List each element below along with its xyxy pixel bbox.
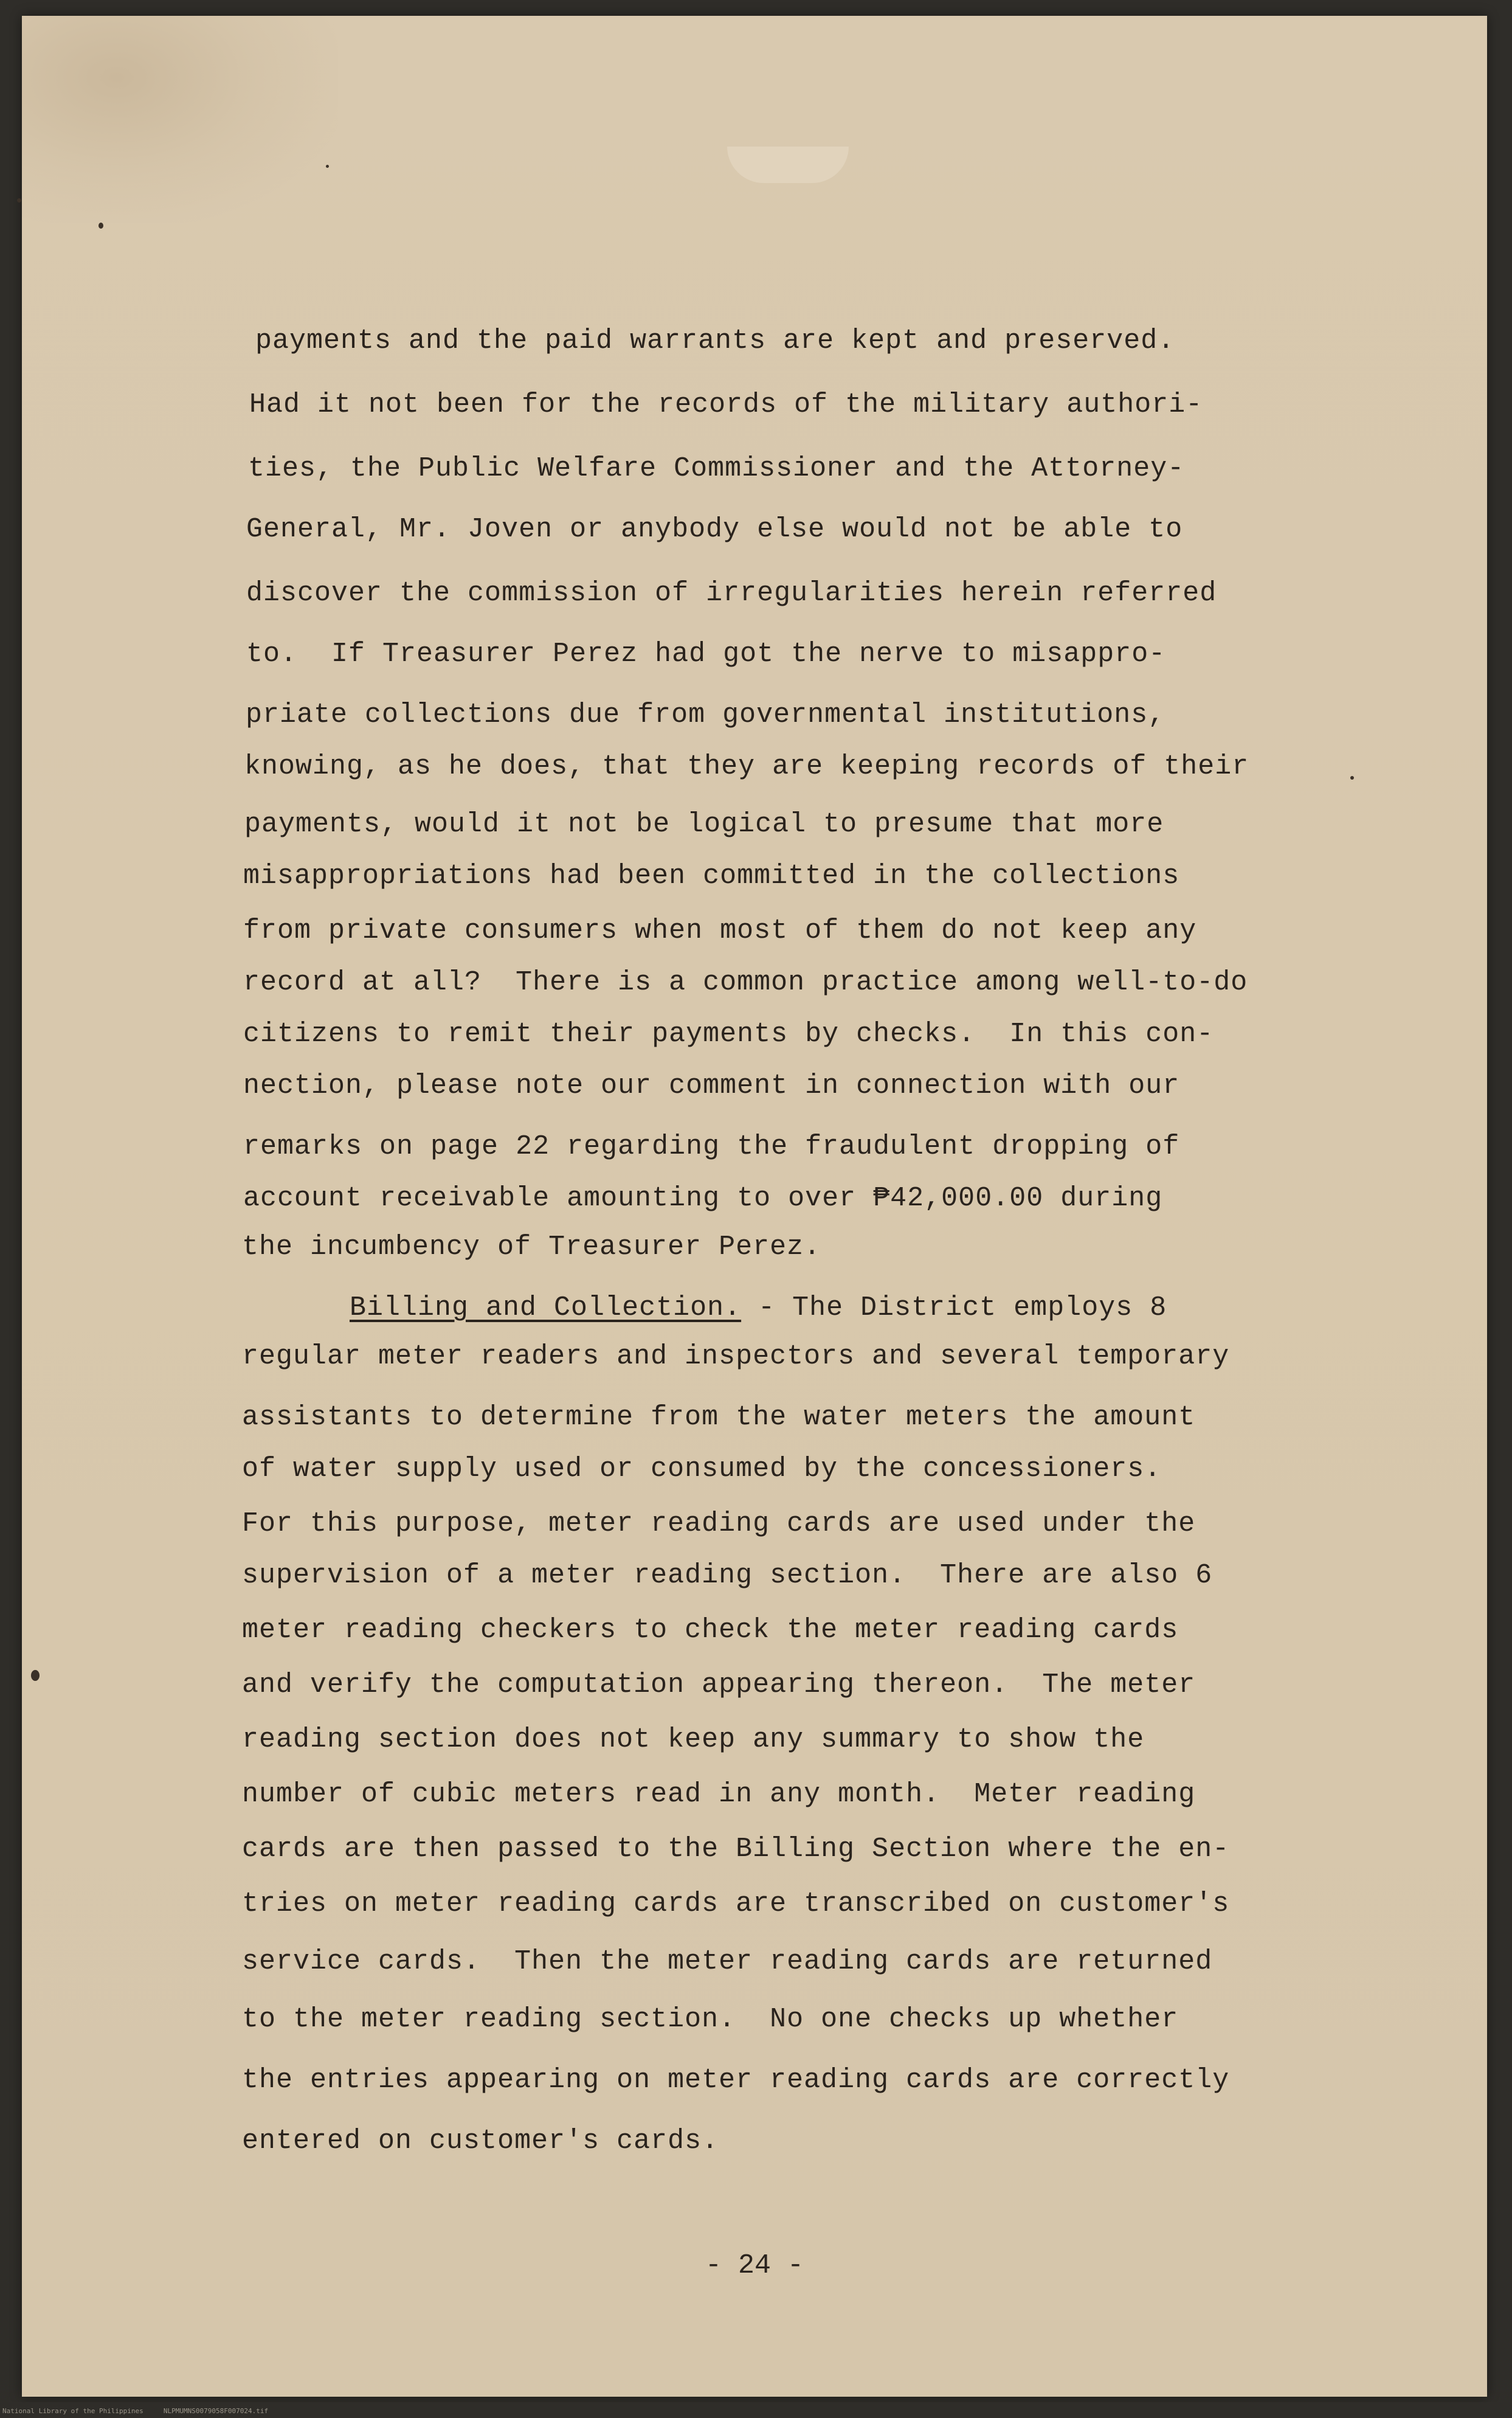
ink-speck	[31, 1670, 40, 1681]
section-line: number of cubic meters read in any month. Meter reading	[242, 1779, 1196, 1810]
body-line: payments and the paid warrants are kept and preserved.	[255, 325, 1175, 356]
body-line: ties, the Public Welfare Commissioner and the Attorney-	[248, 453, 1185, 484]
body-line: record at all? There is a common practice among well-to-do	[243, 967, 1248, 998]
body-line: knowing, as he does, that they are keeping records of their	[244, 751, 1249, 782]
section-line: tries on meter reading cards are transcribed on customer's	[242, 1888, 1230, 1919]
body-line: the incumbency of Treasurer Perez.	[242, 1232, 821, 1263]
body-line: priate collections due from governmental institutions,	[246, 699, 1165, 730]
section-line: to the meter reading section. No one checks up whether	[242, 2004, 1179, 2035]
ink-speck	[98, 223, 103, 229]
page-number: - 24 -	[705, 2250, 804, 2281]
section-heading: Billing and Collection.	[350, 1292, 742, 1323]
section-line: For this purpose, meter reading cards are used under the	[242, 1508, 1196, 1539]
body-line: from private consumers when most of them do not keep any	[243, 915, 1197, 946]
body-line: General, Mr. Joven or anybody else would not be able to	[246, 514, 1183, 545]
body-line: to. If Treasurer Perez had got the nerve to misappro-	[246, 639, 1166, 670]
section-line: meter reading checkers to check the meter reading cards	[242, 1615, 1179, 1646]
section-line: and verify the computation appearing thereon. The meter	[242, 1669, 1196, 1700]
body-line: account receivable amounting to over ₱42,000.00 during	[243, 1183, 1163, 1214]
section-line: regular meter readers and inspectors and several temporary	[242, 1341, 1230, 1372]
water-stain	[22, 16, 338, 223]
section-line: cards are then passed to the Billing Section where the en-	[242, 1834, 1230, 1865]
section-line: service cards. Then the meter reading cards are returned	[242, 1946, 1213, 1977]
body-line: remarks on page 22 regarding the fraudulent dropping of	[243, 1131, 1180, 1162]
ink-speck	[326, 165, 329, 168]
ink-speck	[17, 198, 21, 203]
section-first-line	[350, 1292, 1167, 1323]
body-line: Had it not been for the records of the military authori-	[249, 389, 1203, 420]
body-line: discover the commission of irregularities herein referred	[246, 578, 1217, 609]
section-line: the entries appearing on meter reading cards are correctly	[242, 2065, 1230, 2096]
body-line: payments, would it not be logical to presume that more	[244, 809, 1164, 840]
section-line: supervision of a meter reading section. There are also 6	[242, 1560, 1213, 1591]
body-line: nection, please note our comment in connection with our	[243, 1070, 1180, 1101]
body-line: citizens to remit their payments by checks. In this con-	[243, 1019, 1214, 1050]
section-line: of water supply used or consumed by the concessioners.	[242, 1453, 1162, 1484]
fold-mark	[727, 147, 849, 183]
section-line: entered on customer's cards.	[242, 2125, 719, 2156]
ink-speck	[1350, 776, 1354, 780]
section-line: assistants to determine from the water meters the amount	[242, 1402, 1196, 1433]
section-line: reading section does not keep any summary to show the	[242, 1724, 1145, 1755]
section-heading-rest: - The District employs 8	[741, 1292, 1167, 1323]
body-line: misappropriations had been committed in the collections	[243, 861, 1180, 892]
scan-footer-text: National Library of the Philippines NLPMUMNS0079058F007024.tif	[2, 2407, 269, 2415]
